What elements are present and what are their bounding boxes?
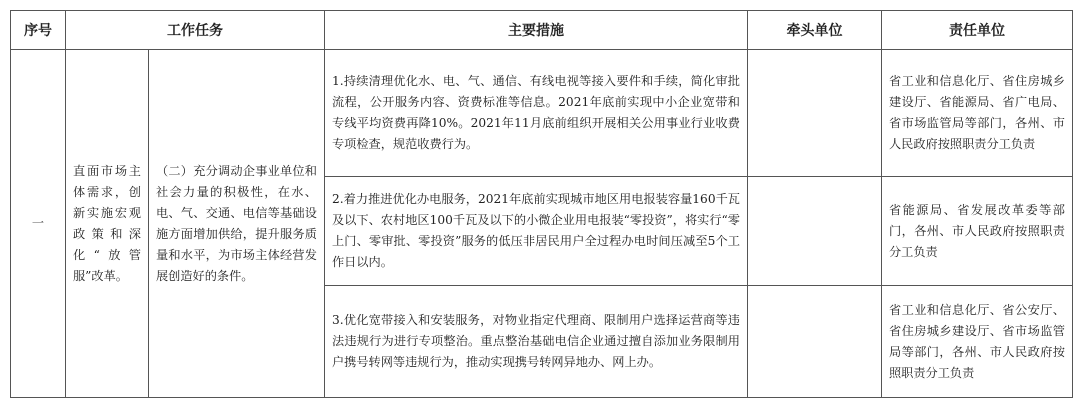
responsible-cell-3: 省工业和信息化厅、省公安厅、省住房城乡建设厅、省市场监管局等部门，各州、市人民政府按照职责分工负责	[882, 286, 1073, 398]
measure-cell-1: 1.持续清理优化水、电、气、通信、有线电视等接入要件和手续，简化审批流程，公开服务内容、资费标准等信息。2021年底前实现中小企业宽带和专线平均资费再降10%。2021年11月底前组织开展相关公用事业行业收费专项检查，规范收费行为。	[325, 50, 748, 177]
lead-cell-2	[748, 177, 882, 286]
responsible-cell-1: 省工业和信息化厅、省住房城乡建设厅、省能源局、省广电局、省市场监管局等部门，各州、市人民政府按照职责分工负责	[882, 50, 1073, 177]
task-table	[10, 10, 1073, 398]
seq-cell: 一	[11, 50, 66, 398]
task-main-cell: 直面市场主体需求，创新实施宏观政策和深化“放管服”改革。	[66, 50, 149, 398]
table-row	[11, 50, 1073, 177]
header-measures: 主要措施	[325, 11, 748, 50]
lead-cell-1	[748, 50, 882, 177]
measure-cell-3: 3.优化宽带接入和安装服务，对物业指定代理商、限制用户选择运营商等违法违规行为进行专项整治。重点整治基础电信企业通过擅自添加业务限制用户携号转网等违规行为，推动实现携号转网异地办、网上办。	[325, 286, 748, 398]
table-header-row	[11, 11, 1073, 50]
measure-cell-2: 2.着力推进优化办电服务，2021年底前实现城市地区用电报装容量160千瓦及以下、农村地区100千瓦及以下的小微企业用电报装“零投资”，将实行“零上门、零审批、零投资”服务的低压非居民用户全过程办电时间压减至5个工作日以内。	[325, 177, 748, 286]
responsible-cell-2: 省能源局、省发展改革委等部门，各州、市人民政府按照职责分工负责	[882, 177, 1073, 286]
header-lead: 牵头单位	[748, 11, 882, 50]
task-sub-cell: （二）充分调动企事业单位和社会力量的积极性，在水、电、气、交通、电信等基础设施方面增加供给，提升服务质量和水平，为市场主体经营发展创造好的条件。	[149, 50, 325, 398]
header-responsible: 责任单位	[882, 11, 1073, 50]
header-task: 工作任务	[66, 11, 325, 50]
header-seq: 序号	[11, 11, 66, 50]
lead-cell-3	[748, 286, 882, 398]
